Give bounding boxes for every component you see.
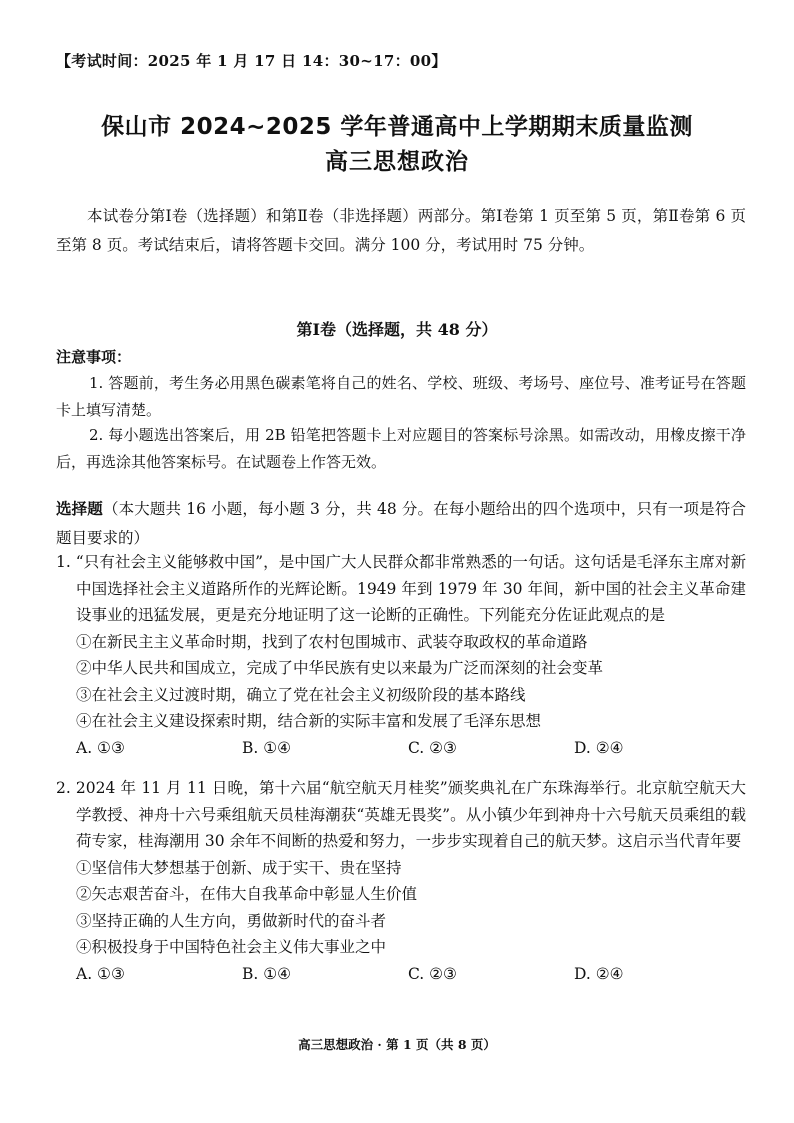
question-option: ③坚持正确的人生方向，勇做新时代的奋斗者	[76, 911, 387, 930]
mc-instructions-text: （本大题共 16 小题，每小题 3 分，共 48 分。在每小题给出的四个选项中，只有一项是符合题目要求的）	[56, 500, 746, 547]
choice-d: D. ②④	[574, 964, 624, 983]
choice-b: B. ①④	[242, 738, 292, 757]
question-option: ③在社会主义过渡时期，确立了党在社会主义初级阶段的基本路线	[76, 685, 526, 704]
notice-heading: 注意事项：	[56, 348, 132, 366]
question-option: ①在新民主主义革命时期，找到了农村包围城市、武装夺取政权的革命道路	[76, 632, 588, 651]
mc-instructions	[56, 495, 746, 553]
question	[56, 775, 746, 987]
question-option: ②中华人民共和国成立，完成了中华民族有史以来最为广泛而深刻的社会变革	[76, 659, 604, 677]
question-option: ②矢志艰苦奋斗，在伟大自我革命中彰显人生价值	[76, 885, 418, 903]
notice-item: 1. 答题前，考生务必用黑色碳素笔将自己的姓名、学校、班级、考场号、座位号、准考证号在答题卡上填写清楚。	[56, 374, 746, 419]
choice-a: A. ①③	[76, 738, 125, 757]
question-option: ④积极投身于中国特色社会主义伟大事业之中	[76, 938, 387, 956]
exam-intro: 本试卷分第Ⅰ卷（选择题）和第Ⅱ卷（非选择题）两部分。第Ⅰ卷第 1 页至第 5 页，第Ⅱ卷第 6 页至第 8 页。考试结束后，请将答题卡交回。满分 100 分，考试用时 75 分钟。	[56, 207, 746, 254]
answer-choices	[56, 735, 746, 762]
exam-title: 保山市 2024~2025 学年普通高中上学期期末质量监测	[101, 114, 693, 140]
question-stem: 2. 2024 年 11 月 11 日晚，第十六届“航空航天月桂奖”颁奖典礼在广东珠海举行。北京航空航天大学教授、神舟十六号乘组航天员桂海潮获“英雄无畏奖”。从小镇少年到神舟十六号航天员乘组的载荷专家，桂海潮用 30 余年不间断的热爱和努力，一步步实现着自己的航天梦。这启示当代青年要	[56, 779, 746, 850]
question-stem: 1. “只有社会主义能够救中国”，是中国广大人民群众都非常熟悉的一句话。这句话是毛泽东主席对新中国选择社会主义道路所作的光辉论断。1949 年到 1979 年 30 年间，新中国的社会主义革命建设事业的迅猛发展，更是充分地证明了这一论断的正确性。下列能充分佐证此观点的是	[56, 553, 746, 624]
notice-item: 2. 每小题选出答案后，用 2B 铅笔把答题卡上对应题目的答案标号涂黑。如需改动，用橡皮擦干净后，再选涂其他答案标号。在试题卷上作答无效。	[56, 426, 746, 471]
answer-choices	[56, 961, 746, 988]
mc-label: 选择题	[56, 500, 103, 518]
choice-c: C. ②③	[408, 964, 457, 983]
question	[56, 549, 746, 761]
question-option: ①坚信伟大梦想基于创新、成于实干、贵在坚持	[76, 858, 402, 877]
choice-b: B. ①④	[242, 964, 292, 983]
choice-d: D. ②④	[574, 738, 624, 757]
exam-time: 【考试时间：2025 年 1 月 17 日 14：30~17：00】	[56, 52, 447, 70]
question-option: ④在社会主义建设探索时期，结合新的实际丰富和发展了毛泽东思想	[76, 712, 542, 730]
page-footer: 高三思想政治 · 第 1 页（共 8 页）	[298, 1037, 496, 1052]
section-title: 第Ⅰ卷（选择题，共 48 分）	[296, 320, 498, 339]
subject-title: 高三思想政治	[325, 149, 469, 175]
choice-a: A. ①③	[76, 964, 125, 983]
choice-c: C. ②③	[408, 738, 457, 757]
